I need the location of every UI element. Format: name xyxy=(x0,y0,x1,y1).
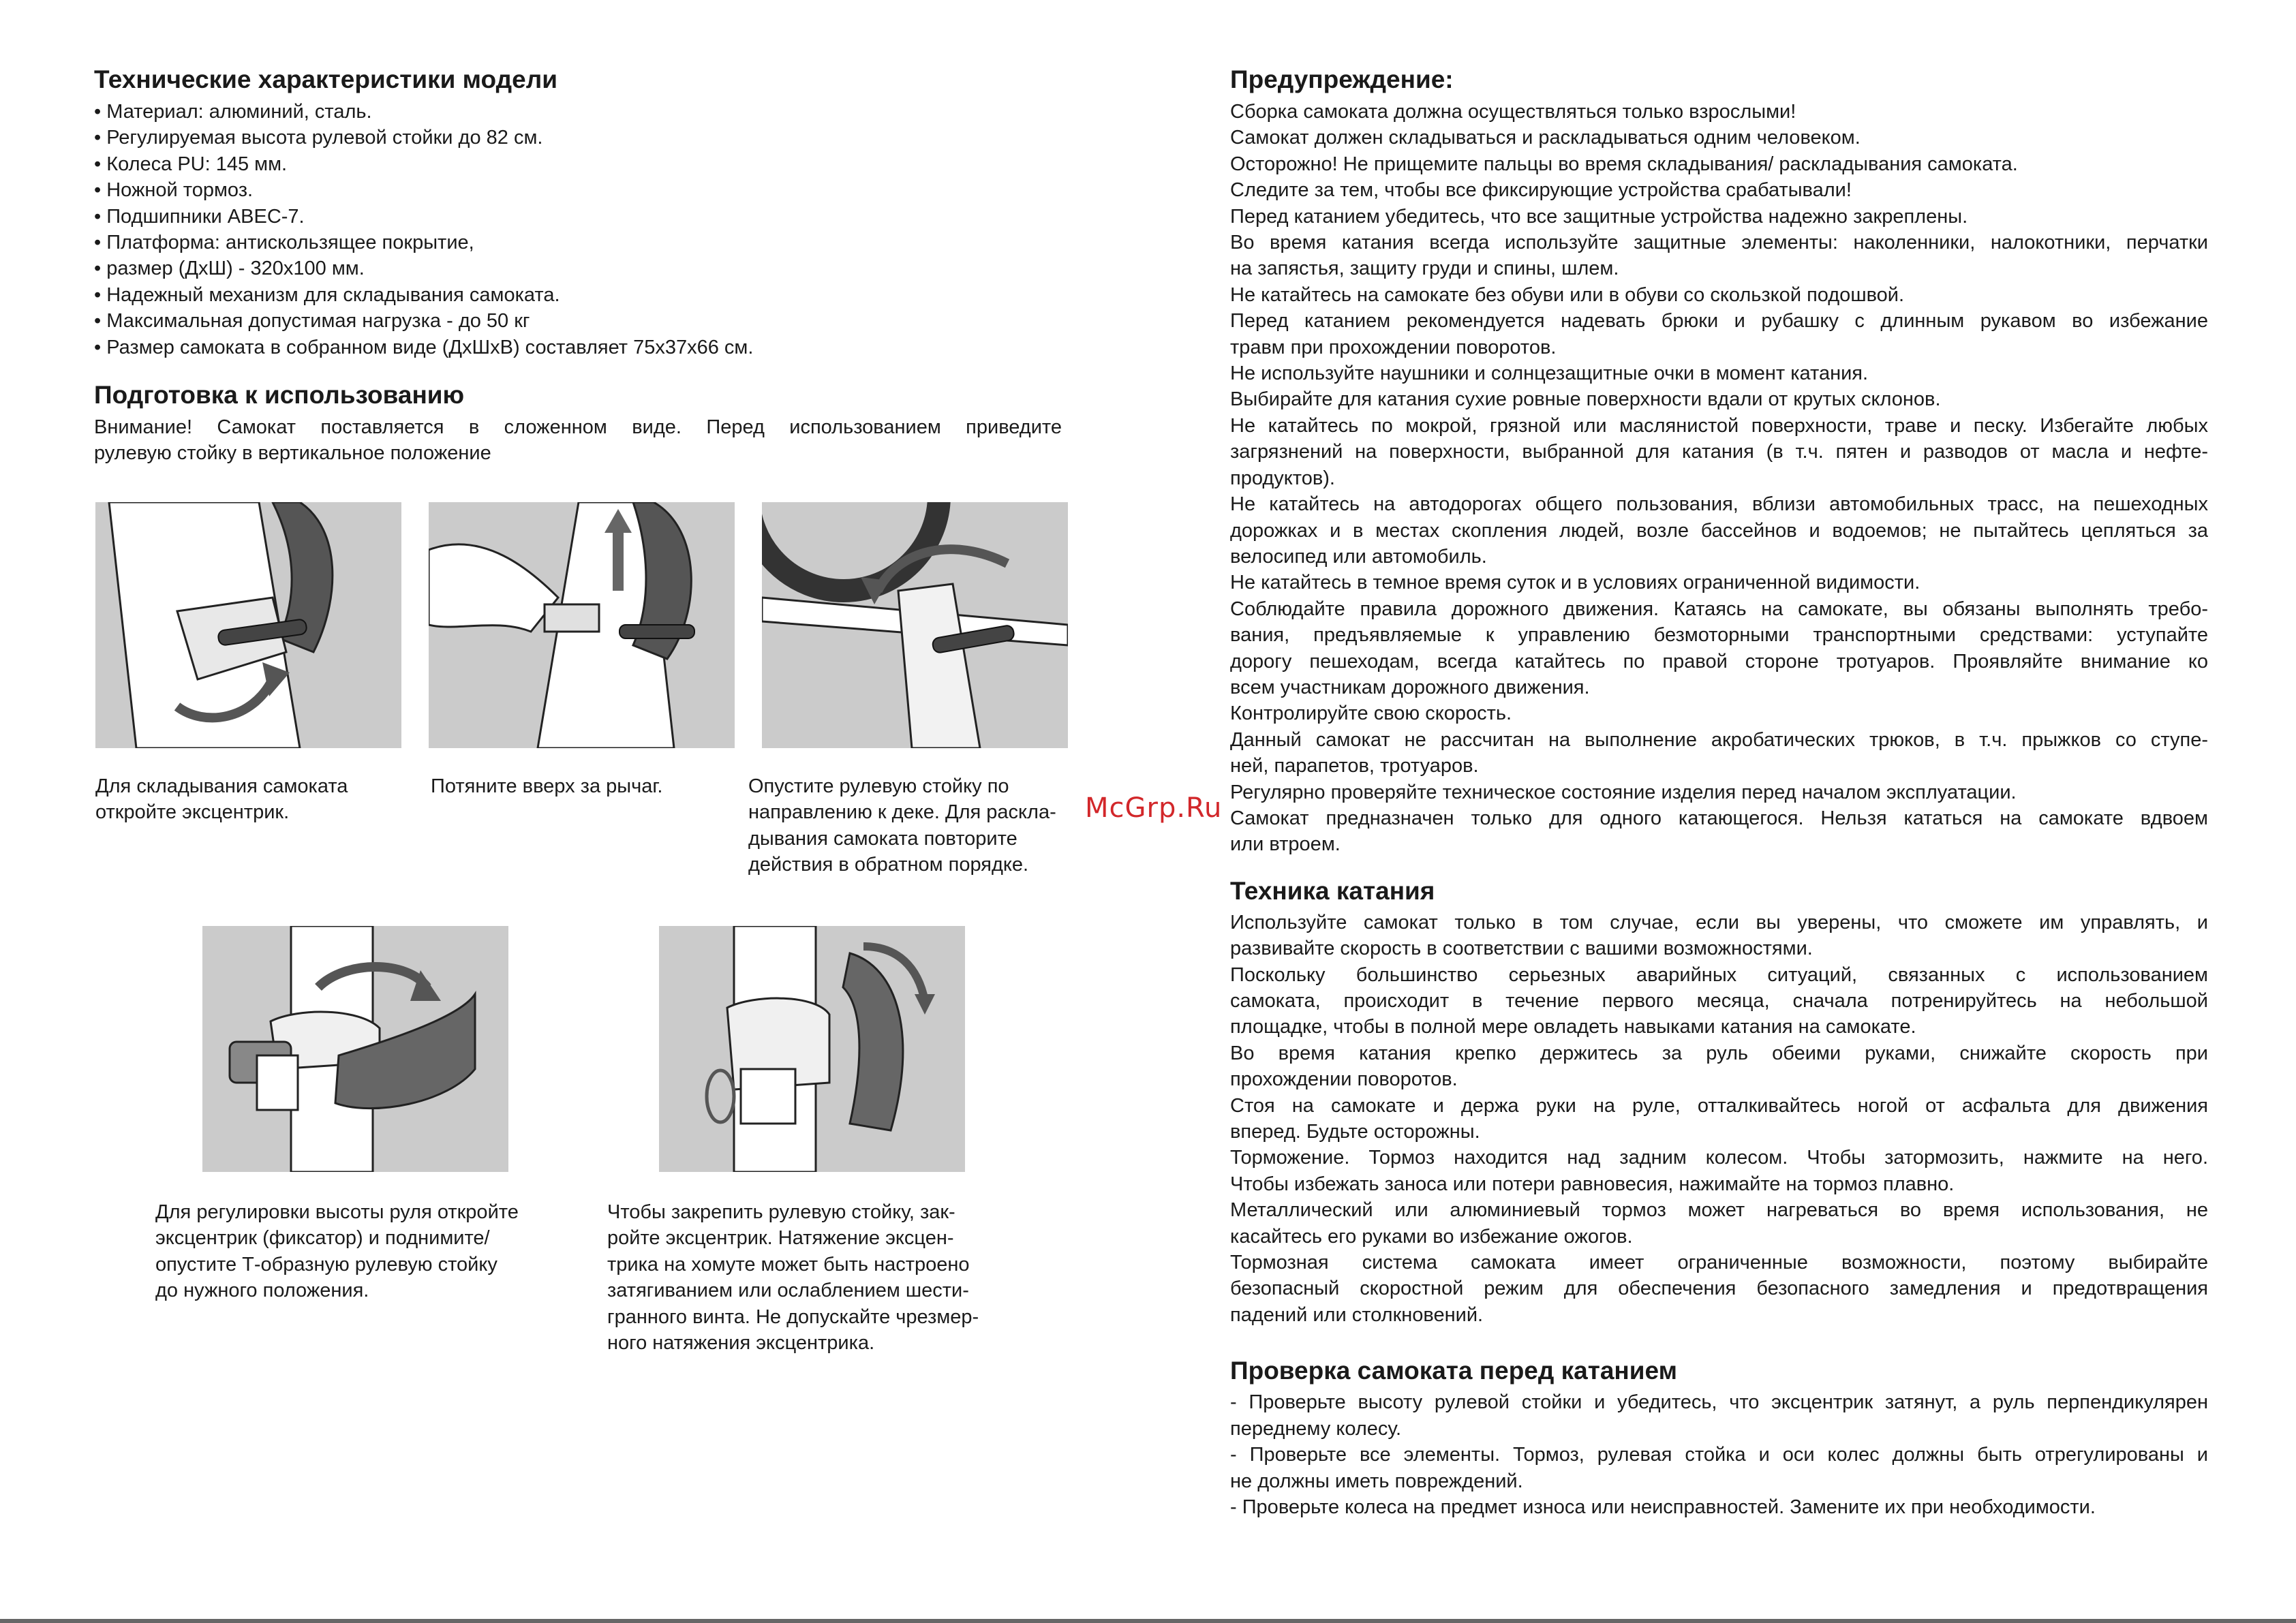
paragraph-line: Во время катания всегда используйте защитные элементы: наколенники, налокотники, перчатки xyxy=(1230,232,2208,254)
caption-line: гранного винта. Не допускайте чрезмер- xyxy=(607,1305,979,1328)
list-item: • Подшипники ABEC-7. xyxy=(94,205,305,228)
paragraph-line: Поскольку большинство серьезных аварийных ситуаций, связанных с использованием xyxy=(1230,963,2208,986)
paragraph-line: площадке, чтобы в полной мере овладеть навыками катания на самокате. xyxy=(1230,1016,1916,1038)
paragraph-line: всем участникам дорожного движения. xyxy=(1230,676,1590,698)
paragraph-line: прохождении поворотов. xyxy=(1230,1068,1458,1091)
paragraph-line: Регулярно проверяйте техническое состояние изделия перед началом эксплуатации. xyxy=(1230,781,2017,803)
paragraph-line: - Проверьте колеса на предмет износа или неисправностей. Замените их при необходимости. xyxy=(1230,1496,2096,1518)
paragraph-line: Сборка самоката должна осуществляться только взрослыми! xyxy=(1230,101,1796,123)
paragraph-line: не должны иметь повреждений. xyxy=(1230,1470,1523,1492)
warning-text xyxy=(1230,99,2208,858)
paragraph-line: дорогу пешеходам, всегда катайтесь по правой стороне тротуаров. Проявляйте внимание ко xyxy=(1230,650,2208,673)
caption-line: Потяните вверх за рычаг. xyxy=(431,775,663,797)
caption-line: направлению к деке. Для раскла- xyxy=(748,801,1056,824)
paragraph-line: Не катайтесь в темное время суток и в условиях ограниченной видимости. xyxy=(1230,572,1920,594)
specs-title: Технические характеристики модели xyxy=(94,65,557,93)
clamp-closed-illustration xyxy=(659,926,965,1172)
paragraph-line: вперед. Будьте осторожны. xyxy=(1230,1121,1480,1143)
paragraph-line: Не катайтесь на самокате без обуви или в обуви со скользкой подошвой. xyxy=(1230,283,1905,306)
caption-line: действия в обратном порядке. xyxy=(748,854,1029,876)
scooter-latch-open-illustration xyxy=(95,502,401,748)
paragraph-line: Металлический или алюминиевый тормоз может нагреваться во время использования, не xyxy=(1230,1199,2208,1222)
paragraph-line: Контролируйте свою скорость. xyxy=(1230,702,1512,725)
paragraph-line: Самокат должен складываться и раскладываться одним человеком. xyxy=(1230,127,1861,149)
paragraph-line: касайтесь его руками во избежание ожогов. xyxy=(1230,1225,1633,1248)
list-item: • Максимальная допустимая нагрузка - до 50 кг xyxy=(94,310,530,333)
caption-line: до нужного положения. xyxy=(155,1280,369,1302)
caption-line: ного натяжения эксцентрика. xyxy=(607,1332,875,1355)
paragraph-line: продуктов). xyxy=(1230,467,1335,489)
caption-line: опустите Т-образную рулевую стойку xyxy=(155,1253,498,1276)
fold-figure-2 xyxy=(429,502,735,748)
paragraph-line: Следите за тем, чтобы все фиксирующие устройства срабатывали! xyxy=(1230,179,1852,202)
check-title: Проверка самоката перед катанием xyxy=(1230,1357,1677,1385)
list-item: • Колеса PU: 145 мм. xyxy=(94,153,288,175)
paragraph-line: Внимание! Самокат поставляется в сложенном виде. Перед использованием приведите xyxy=(94,416,1062,439)
caption-line: откройте эксцентрик. xyxy=(95,801,290,824)
paragraph-line: Выбирайте для катания сухие ровные поверхности вдали от крутых склонов. xyxy=(1230,388,1941,411)
caption-line: Опустите рулевую стойку по xyxy=(748,775,1009,797)
paragraph-line: или втроем. xyxy=(1230,833,1341,856)
caption-line: ройте эксцентрик. Натяжение эксцен- xyxy=(607,1227,954,1250)
paragraph-line: травм при прохождении поворотов. xyxy=(1230,336,1557,358)
caption-fold-1 xyxy=(95,773,348,826)
specs-list xyxy=(94,99,1062,360)
paragraph-line: безопасный скоростной режим для обеспечения безопасного замедления и предотвращения xyxy=(1230,1278,2208,1300)
paragraph-line: Чтобы избежать заноса или потери равновесия, нажимайте на тормоз плавно. xyxy=(1230,1173,1955,1195)
paragraph-line: на запястья, защиту груди и спины, шлем. xyxy=(1230,258,1619,280)
paragraph-line: развивайте скорость в соответствии с вашими возможностями. xyxy=(1230,938,1813,960)
technique-title: Техника катания xyxy=(1230,876,1435,905)
prep-text xyxy=(94,414,1062,467)
left-column xyxy=(94,64,1062,467)
paragraph-line: Самокат предназначен только для одного катающегося. Нельзя кататься на самокате вдвоем xyxy=(1230,807,2208,829)
paragraph-line: - Проверьте высоту рулевой стойки и убедитесь, что эксцентрик затянут, а руль перпендикулярен xyxy=(1230,1391,2208,1414)
paragraph-line: Данный самокат не рассчитан на выполнение акробатических трюков, в т.ч. прыжков со ступе- xyxy=(1230,728,2208,751)
paragraph-line: велосипед или автомобиль. xyxy=(1230,545,1487,568)
clamp-figure-2 xyxy=(659,926,965,1172)
paragraph-line: дорожках и в местах скопления людей, возле бассейнов и водоемов; не пытайтесь цепляться за xyxy=(1230,519,2208,542)
paragraph-line: Торможение. Тормоз находится над задним колесом. Чтобы затормозить, нажмите на него. xyxy=(1230,1147,2208,1169)
paragraph-line: - Проверьте все элементы. Тормоз, рулевая стойка и оси колес должны быть отрегулированы и xyxy=(1230,1444,2208,1466)
caption-line: трика на хомуте может быть настроено xyxy=(607,1253,970,1276)
fold-figure-3 xyxy=(762,502,1068,748)
clamp-open-illustration xyxy=(202,926,508,1172)
paragraph-line: Используйте самокат только в том случае, если вы уверены, что сможете им управлять, и xyxy=(1230,911,2208,933)
watermark: McGrp.Ru xyxy=(1085,792,1223,824)
list-item: • размер (ДхШ) - 320х100 мм. xyxy=(94,258,365,280)
caption-line: эксцентрик (фиксатор) и поднимите/ xyxy=(155,1227,490,1250)
paragraph-line: Стоя на самокате и держа руки на руле, отталкивайтесь ногой от асфальта для движения xyxy=(1230,1094,2208,1117)
paragraph-line: Не катайтесь по мокрой, грязной или маслянистой поверхности, траве и песку. Избегайте любых xyxy=(1230,414,2208,437)
caption-line: затягиванием или ослаблением шести- xyxy=(607,1280,969,1302)
prep-title: Подготовка к использованию xyxy=(94,381,465,409)
caption-line: Для регулировки высоты руля откройте xyxy=(155,1201,519,1223)
paragraph-line: самоката, происходит в течение первого месяца, сначала потренируйтесь на небольшой xyxy=(1230,990,2208,1012)
list-item: • Регулируемая высота рулевой стойки до 82 см. xyxy=(94,127,543,149)
list-item: • Размер самоката в собранном виде (ДхШхВ) составляет 75х37х66 см. xyxy=(94,336,754,358)
list-item: • Материал: алюминий, сталь. xyxy=(94,101,372,123)
check-text xyxy=(1230,1389,2208,1520)
caption-clamp-2 xyxy=(607,1199,979,1356)
paragraph-line: Не используйте наушники и солнцезащитные очки в момент катания. xyxy=(1230,362,1869,385)
list-item: • Ножной тормоз. xyxy=(94,179,254,202)
list-item: • Надежный механизм для складывания самоката. xyxy=(94,283,560,306)
fold-figure-1 xyxy=(95,502,401,748)
caption-line: Для складывания самоката xyxy=(95,775,348,797)
paragraph-line: рулевую стойку в вертикальное положение xyxy=(94,442,491,465)
lower-stem-illustration xyxy=(762,502,1068,748)
bottom-divider xyxy=(0,1619,2296,1623)
caption-fold-2 xyxy=(431,773,662,799)
right-column xyxy=(1230,64,2208,1520)
caption-fold-3 xyxy=(748,773,1056,878)
paragraph-line: переднему колесу. xyxy=(1230,1417,1402,1440)
caption-line: дывания самоката повторите xyxy=(748,827,1017,850)
paragraph-line: ней, парапетов, тротуаров. xyxy=(1230,755,1479,777)
paragraph-line: Перед катанием убедитесь, что все защитные устройства надежно закреплены. xyxy=(1230,205,1968,228)
paragraph-line: Осторожно! Не прищемите пальцы во время складывания/ раскладывания самоката. xyxy=(1230,153,2018,175)
paragraph-line: вания, предъявляемые к управлению безмоторными транспортными средствами: уступайте xyxy=(1230,624,2208,647)
caption-line: Чтобы закрепить рулевую стойку, зак- xyxy=(607,1201,955,1223)
paragraph-line: Не катайтесь на автодорогах общего пользования, вблизи автомобильных трасс, на пешеходных xyxy=(1230,493,2208,516)
technique-text xyxy=(1230,910,2208,1329)
paragraph-line: падений или столкновений. xyxy=(1230,1303,1484,1326)
paragraph-line: загрязнений на поверхности, выбранной для катания (в т.ч. пятен и разводов от масла и нефте- xyxy=(1230,441,2208,463)
paragraph-line: Тормозная система самоката имеет ограниченные возможности, поэтому выбирайте xyxy=(1230,1252,2208,1274)
list-item: • Платформа: антискользящее покрытие, xyxy=(94,232,474,254)
caption-clamp-1 xyxy=(155,1199,519,1304)
clamp-figure-1 xyxy=(202,926,508,1172)
paragraph-line: Во время катания крепко держитесь за руль обеими руками, снижайте скорость при xyxy=(1230,1042,2208,1064)
warning-title: Предупреждение: xyxy=(1230,65,1454,93)
pull-lever-illustration xyxy=(429,502,735,748)
paragraph-line: Перед катанием рекомендуется надевать брюки и рубашку с длинным рукавом во избежание xyxy=(1230,310,2208,333)
paragraph-line: Соблюдайте правила дорожного движения. Катаясь на самокате, вы обязаны выполнять требо- xyxy=(1230,598,2208,620)
